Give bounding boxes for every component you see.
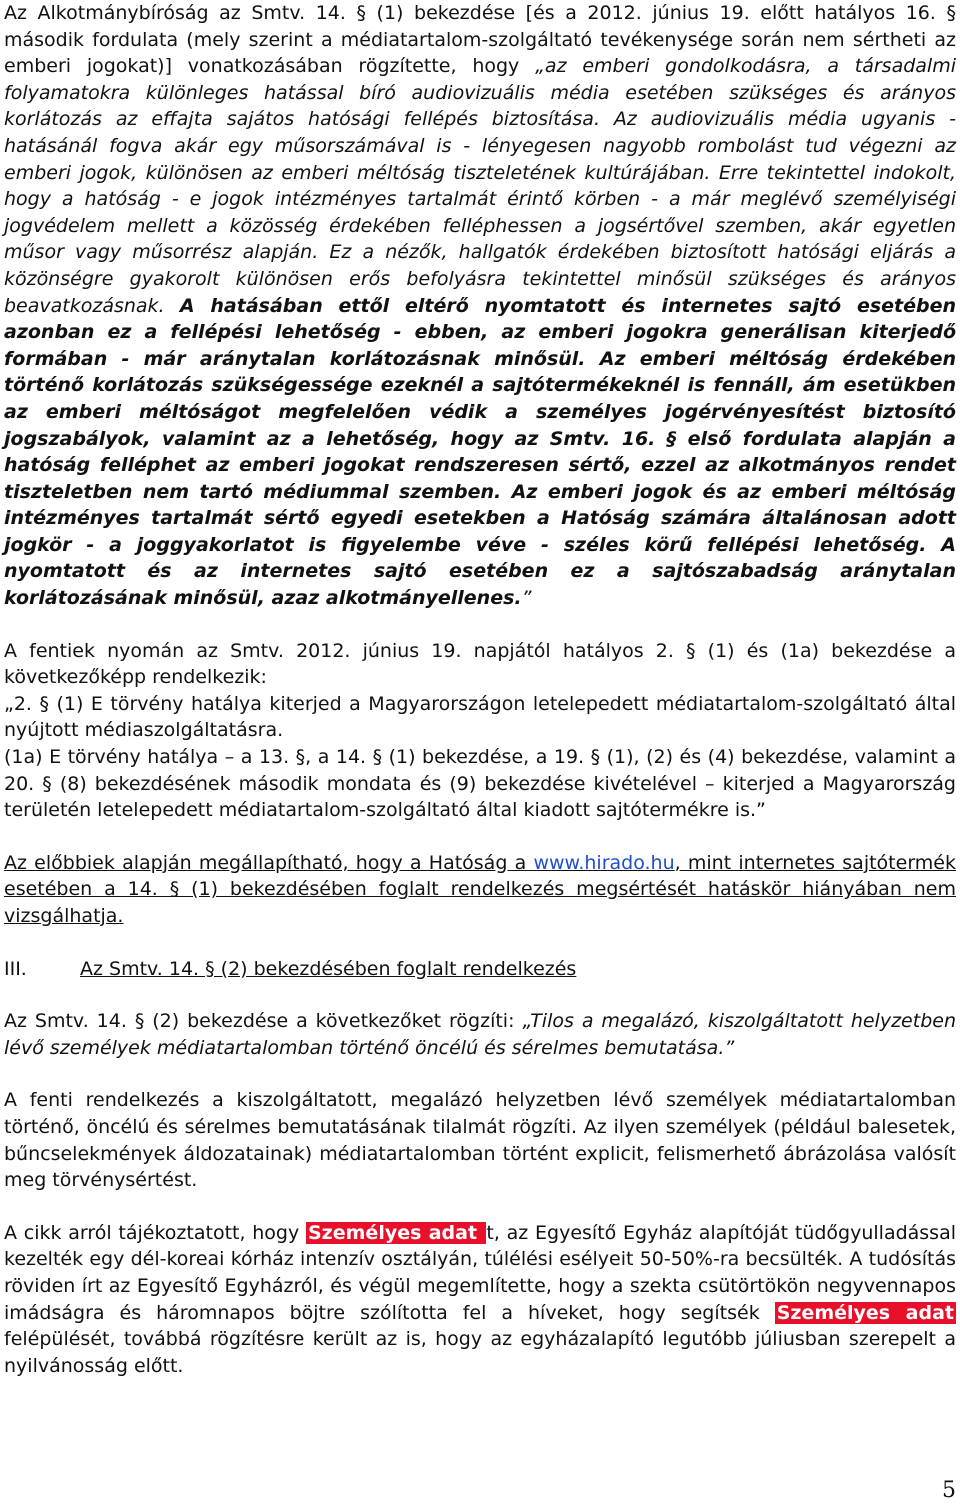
paragraph-text: „2. § (1) E törvény hatálya kiterjed a Magyarországon letelepedett médiatartalom-szolgáltató által nyújtott médiaszolgáltatásra. [4,692,956,742]
paragraph-text: A cikk arról tájékoztatott, hogy [4,1221,306,1244]
section-number: III. [4,957,27,980]
hirado-link[interactable] [533,852,674,874]
law-quote-line-2 [4,744,956,824]
paragraph-text: A fentiek nyomán az Smtv. 2012. június 19. napjától hatályos 2. § (1) és (1a) bekezdése a következőképp rendelkezik: [4,639,956,689]
quote-paragraph [4,0,956,612]
page-number: 5 [942,1478,956,1503]
paragraph-text: Az Alkotmánybíróság az Smtv. 14. § (1) bekezdése [és a 2012. június 19. előtt hatályos 16. § második fordulata (mely szerint a médiatartalom-szolgáltató tevékenysége során nem sértheti az emberi jogokat)] vonatkozásában rögzítette, hogy [4,2,956,78]
explanation-paragraph [4,1087,956,1193]
law-intro-paragraph [4,638,956,691]
paragraph-text: felépülését, továbbá rögzítésre került az is, hogy az egyházalapító legutóbb júliusban szerepelt a nyilvánosság előtt. [4,1328,956,1377]
quote-end-mark: ” [521,587,532,610]
law-quote-line-1 [4,691,956,744]
section-title: Az Smtv. 14. § (2) bekezdésében foglalt rendelkezés [80,957,577,980]
paragraph-text: Az Smtv. 14. § (2) bekezdése a következőket rögzíti: [4,1010,523,1033]
rule-quote: „Tilos a megalázó, kiszolgáltatott helyzetben lévő személyek médiatartalomban történő öncélú és sérelmes bemutatása.” [4,1010,956,1059]
conclusion-paragraph [4,850,956,930]
paragraph-text: , mint internetes sajtótermék esetében a 14. § (1) bekezdésében foglalt rendelkezés megsértését hatáskör hiányában nem vizsgálhatja. [4,851,956,927]
paragraph-text: (1a) E törvény hatálya – a 13. §, a 14. § (1) bekezdése, a 19. § (1), (2) és (4) bekezdése, valamint a 20. § (8) bekezdésének második mondata és (9) bekezdése kivételével – kiterjed a Magyarország területén letelepedett médiatartalom-szolgáltató által kiadott sajtótermékre is.” [4,746,956,822]
redaction-box: Személyes adat [308,1221,485,1244]
redaction-box: Személyes adat [776,1301,954,1324]
paragraph-text: t, az Egyesítő Egyház alapítóját tüdőgyulladással kezelték egy dél-koreai kórház intenzív osztályán, túlélési esélyeit 50-50%-ra becsülték. A tudósítás röviden írt az Egyesítő Egyházról, és végül megemlítette, hogy a szekta csütörtökön negyvennapos imádságra és háromnapos böjtre szólította fel a híveket, hogy segítsék [4,1221,957,1324]
article-paragraph [4,1220,956,1380]
quote-bold-italic: A hatásában ettől eltérő nyomtatott és internetes sajtó esetében azonban ez a fellépési lehetőség - ebben, az emberi jogokra generálisan kiterjedő formában - már aránytalan korlátozásnak minősül. Az emberi méltóság érdekében történő korlátozás szükségessége ezeknél a sajtótermékeknél is fennáll, ám esetükben az emberi méltóságot megfelelően védik a személyes jogérvényesítést biztosító jogszabályok, valamint az a lehetőség, hogy az Smtv. 16. § első fordulata alapján a hatóság felléphet az emberi jogokat rendszeresen sértő, ezzel az alkotmányos rendet tiszteletben nem tartó médiummal szemben. Az emberi jogok és az emberi méltóság intézményes tartalmát sértő egyedi esetekben a Hatóság számára általánosan adott jogkör - a joggyakorlatot is figyelembe véve - széles körű fellépési lehetőség. A nyomtatott és az internetes sajtó esetében ez a sajtószabadság aránytalan korlátozásának minősül, azaz alkotmányellenes. [4,294,957,610]
rule-paragraph [4,1008,956,1061]
section-heading [4,956,956,983]
document-page [4,0,956,1379]
paragraph-text: Az előbbiek alapján megállapítható, hogy a Hatóság a [4,851,534,874]
quote-italic: „az emberi gondolkodásra, a társadalmi folyamatokra különleges hatással bíró audiovizuális média esetében szükséges és arányos korlátozás az effajta sajátos hatósági fellépés biztosítása. Az audiovizuális média ugyanis - hatásánál fogva akár egy műsorszámával is - lényegesen nagyobb rombolást tud végezni az emberi jogok, különösen az emberi méltóság tiszteletének kultúrájában. Erre tekintettel indokolt, hogy a hatóság - e jogok intézményes tartalmát érintő körben - a már meglévő személyiségi jogvédelem mellett a közösség érdekében felléphessen a jogsértővel szemben, akár egyetlen műsor vagy műsorrész alapján. Ez a nézők, hallgatók érdekében biztosított hatósági eljárás a közönségre gyakorolt különösen erős befolyásra tekintettel minősül szükséges és arányos beavatkozásnak. [4,55,956,317]
link-text-part: hu [650,851,675,874]
paragraph-text: A fenti rendelkezés a kiszolgáltatott, megalázó helyzetben lévő személyek médiatartalomban történő, öncélú és sérelmes bemutatásának tilalmát rögzíti. Az ilyen személyek (például balesetek, bűncselekmények áldozatainak) médiatartalomban történt explicit, felismerhető ábrázolása valósít meg törvénysértést. [4,1089,956,1192]
link-text-part: www.hirado. [533,851,651,874]
